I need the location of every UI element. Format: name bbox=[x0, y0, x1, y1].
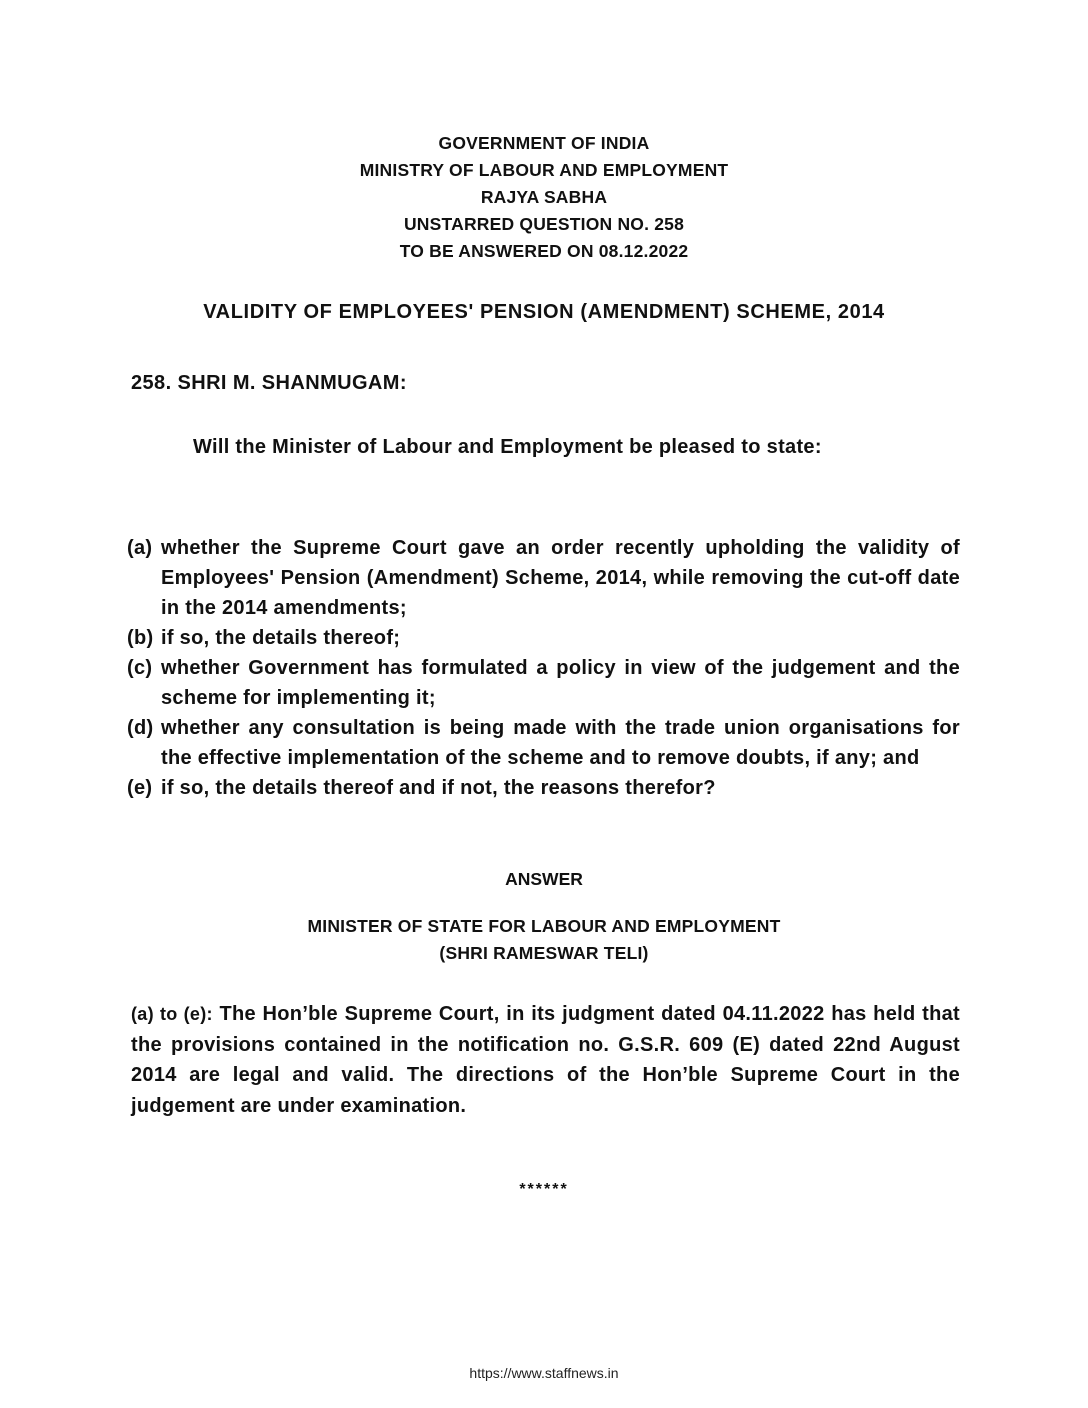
answer-body bbox=[131, 999, 960, 1121]
answer-text: The Hon’ble Supreme Court, in its judgment dated 04.11.2022 has held that the provisions contained in the notification no. G.S.R. 609 (E) dated 22nd August 2014 are legal and valid. The directions of the Hon’ble Supreme Court in the judgement are under examination. bbox=[131, 1003, 960, 1117]
question-list bbox=[127, 533, 960, 803]
question-text: if so, the details thereof; bbox=[161, 627, 401, 649]
question-label: (b) bbox=[127, 627, 154, 649]
question-intro: Will the Minister of Labour and Employment be pleased to state: bbox=[193, 436, 822, 458]
question-item-a bbox=[127, 533, 960, 623]
header-question-number: UNSTARRED QUESTION NO. 258 bbox=[403, 214, 685, 234]
footer-url: https://www.staffnews.in bbox=[469, 1365, 619, 1381]
minister-title: MINISTER OF STATE FOR LABOUR AND EMPLOYMENT bbox=[307, 916, 781, 936]
header-ministry: MINISTRY OF LABOUR AND EMPLOYMENT bbox=[359, 160, 729, 180]
header-house: RAJYA SABHA bbox=[480, 187, 608, 207]
question-text: whether any consultation is being made with the trade union organisations for the effective implementation of the scheme and to remove doubts, if any; and bbox=[161, 717, 960, 769]
question-label: (e) bbox=[127, 777, 153, 799]
answer-heading: ANSWER bbox=[505, 869, 583, 889]
question-item-b bbox=[127, 623, 960, 653]
question-text: if so, the details thereof and if not, the reasons therefor? bbox=[161, 777, 716, 799]
question-item-d bbox=[127, 713, 960, 773]
question-text: whether Government has formulated a policy in view of the judgement and the scheme for implementing it; bbox=[161, 657, 960, 709]
question-item-e bbox=[127, 773, 960, 803]
minister-name: (SHRI RAMESWAR TELI) bbox=[439, 943, 649, 963]
question-subject: VALIDITY OF EMPLOYEES' PENSION (AMENDMENT) SCHEME, 2014 bbox=[203, 301, 885, 323]
question-text: whether the Supreme Court gave an order recently upholding the validity of Employees' Pension (Amendment) Scheme, 2014, while removing the cut-off date in the 2014 amendments; bbox=[161, 537, 960, 619]
answer-lead: (a) to (e): bbox=[131, 1004, 213, 1024]
question-label: (a) bbox=[127, 537, 153, 559]
question-item-c bbox=[127, 653, 960, 713]
question-label: (c) bbox=[127, 657, 153, 679]
header-government: GOVERNMENT OF INDIA bbox=[438, 133, 650, 153]
question-asker: 258. SHRI M. SHANMUGAM: bbox=[131, 372, 407, 394]
header-answer-date: TO BE ANSWERED ON 08.12.2022 bbox=[399, 241, 689, 261]
end-mark: ****** bbox=[519, 1181, 569, 1198]
question-label: (d) bbox=[127, 717, 154, 739]
document-header bbox=[0, 130, 1088, 265]
minister-block bbox=[0, 913, 1088, 967]
